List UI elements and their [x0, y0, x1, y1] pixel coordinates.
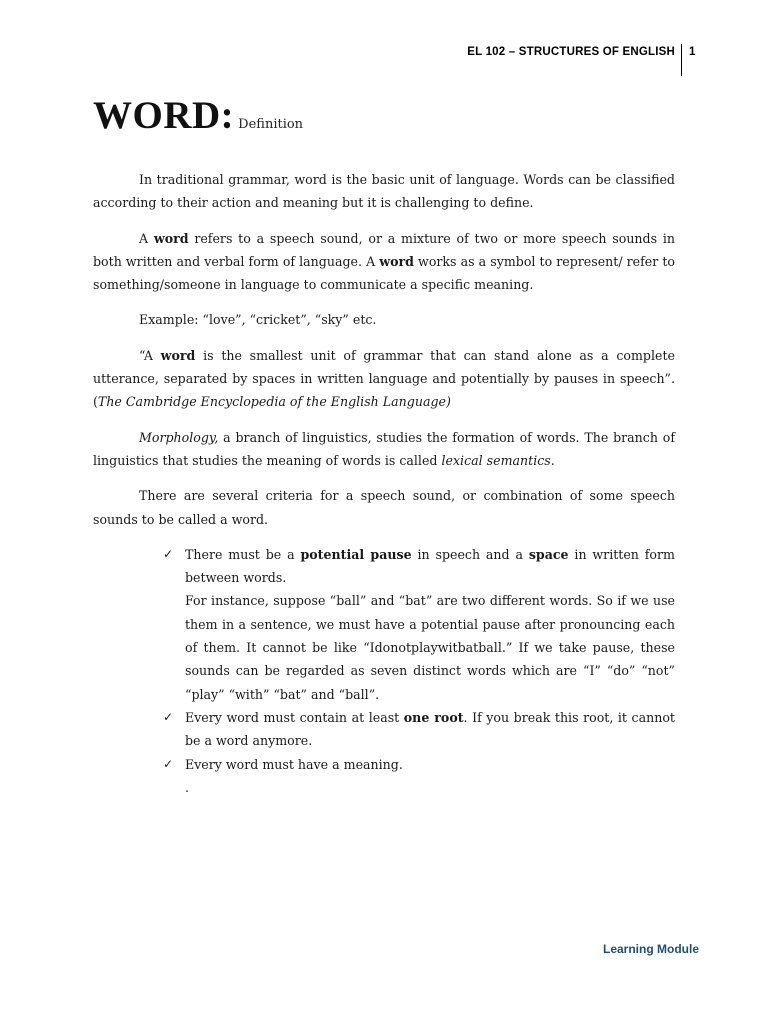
bold-term: potential pause	[300, 546, 412, 562]
paragraph-intro: In traditional grammar, word is the basic unit of language. Words can be classified according to their action and meaning but it is challenging to define.	[93, 172, 675, 211]
paragraph-quote	[93, 344, 675, 414]
text-run: There must be a	[185, 546, 301, 562]
page-number: 1	[689, 46, 696, 58]
list-item	[93, 543, 675, 706]
text-run: . If you break this root, it cannot be a word anymore.	[185, 709, 675, 749]
bold-term: word	[160, 347, 196, 363]
criterion-text	[185, 543, 675, 590]
title-word: WORD:	[93, 94, 235, 137]
checkmark-icon: ✓	[163, 546, 174, 561]
criterion-text: Every word must have a meaning.	[185, 756, 403, 772]
bold-term: word	[379, 253, 414, 269]
paragraph-example: Example: “love”, “cricket”, “sky” etc.	[139, 312, 377, 328]
paragraph-morphology	[93, 426, 675, 473]
italic-term: lexical semantics	[441, 452, 551, 468]
text-run: A	[139, 230, 154, 246]
course-title: EL 102 – STRUCTURES OF ENGLISH	[467, 46, 675, 58]
list-item	[93, 706, 675, 753]
list-item	[93, 753, 675, 776]
criteria-list	[93, 543, 675, 776]
trailing-period: .	[185, 779, 190, 795]
text-run: works as a symbol to represent/ refer to something/someone in language to communicate a specific meaning.	[93, 253, 675, 293]
page-header	[0, 44, 768, 76]
text-run: Every word must contain at least	[185, 709, 404, 725]
header-divider	[681, 44, 682, 76]
checkmark-icon: ✓	[163, 709, 174, 724]
paragraph-criteria-intro: There are several criteria for a speech sound, or combination of some speech sounds to be called a word.	[93, 488, 675, 527]
text-run: in speech and a	[411, 546, 529, 562]
bold-term: one root	[403, 709, 464, 725]
page-title	[93, 93, 303, 138]
text-run: in written form between words.	[185, 546, 675, 586]
document-body	[93, 168, 675, 799]
title-subtitle: Definition	[238, 117, 304, 132]
criterion-text	[185, 706, 675, 753]
citation: The Cambridge Encyclopedia of the English Language)	[97, 394, 451, 410]
checkmark-icon: ✓	[163, 756, 174, 771]
bold-term: word	[153, 230, 189, 246]
italic-term: Morphology,	[139, 429, 219, 445]
criterion-example: For instance, suppose “ball” and “bat” are two different words. So if we use them in a sentence, we must have a potential pause after pronouncing each of them. It cannot be like “Idonotplaywitbatball.” If we take pause, these sounds can be regarded as seven distinct words which are “I” “do” “not” “play” “with” “bat” and “ball”.	[185, 593, 675, 702]
footer-label: Learning Module	[603, 942, 699, 956]
text-run: refers to a speech sound, or a mixture of two or more speech sounds in both written and verbal form of language. A	[93, 230, 675, 269]
bold-term: space	[528, 546, 569, 562]
text-run: “A	[139, 347, 161, 363]
text-run: is the smallest unit of grammar that can stand alone as a complete utterance, separated by spaces in written language and potentially by pauses in speech”. (	[93, 347, 675, 410]
paragraph-word-definition	[93, 227, 675, 297]
text-run: .	[550, 452, 555, 468]
text-run: a branch of linguistics, studies the formation of words. The branch of linguistics that studies the meaning of words is called	[93, 429, 675, 468]
